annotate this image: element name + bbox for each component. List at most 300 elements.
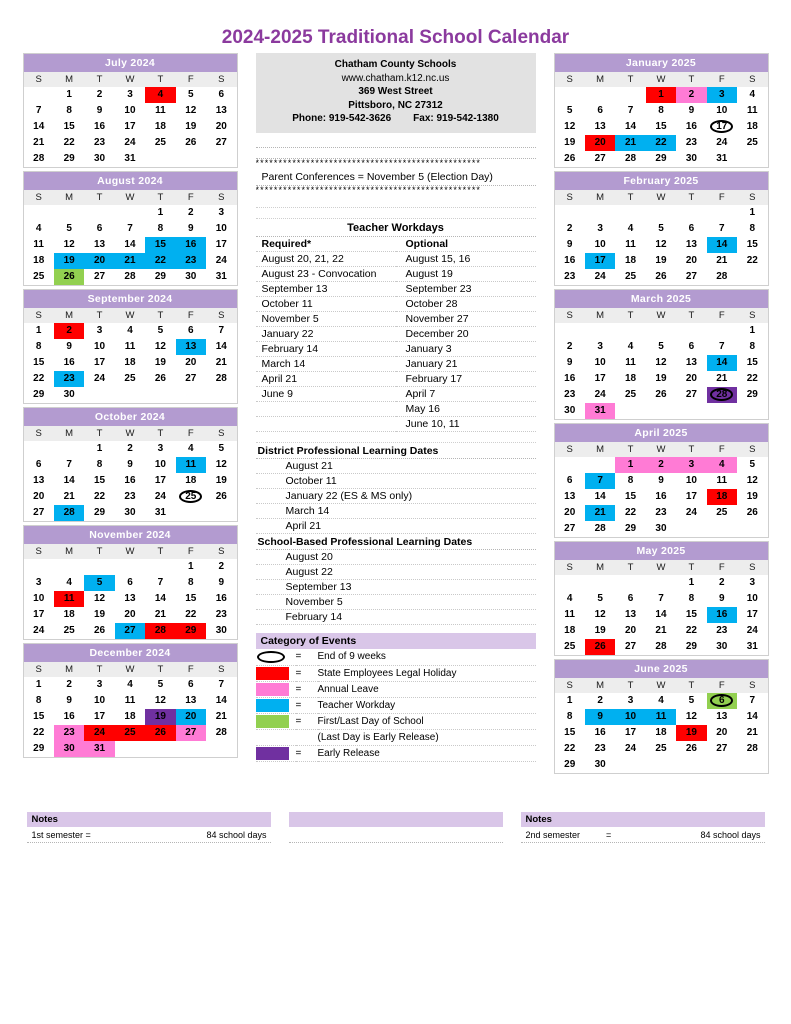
day-cell[interactable]: 4: [749, 89, 756, 100]
day-cell[interactable]: 25: [63, 625, 75, 636]
day-cell[interactable]: 25: [746, 137, 758, 148]
day-cell[interactable]: 8: [35, 341, 42, 352]
day-cell[interactable]: 24: [154, 491, 166, 502]
day-cell[interactable]: 16: [124, 475, 136, 486]
day-cell[interactable]: 5: [749, 459, 756, 470]
day-cell[interactable]: 9: [719, 593, 725, 604]
day-cell[interactable]: 4: [627, 223, 634, 234]
day-cell[interactable]: 21: [154, 609, 166, 620]
day-cell[interactable]: 4: [127, 679, 133, 690]
day-cell[interactable]: 26: [655, 271, 667, 282]
day-cell[interactable]: 14: [63, 475, 75, 486]
day-cell[interactable]: 30: [564, 405, 576, 416]
day-cell[interactable]: 25: [124, 373, 136, 384]
day-cell[interactable]: 11: [33, 239, 44, 250]
day-cell[interactable]: 17: [124, 121, 136, 132]
day-cell[interactable]: [707, 119, 737, 135]
day-cell[interactable]: 27: [716, 743, 728, 754]
day-cell[interactable]: 22: [564, 743, 576, 754]
day-cell[interactable]: 20: [33, 491, 45, 502]
day-cell[interactable]: 28: [215, 727, 227, 738]
day-cell[interactable]: 26: [154, 373, 166, 384]
day-cell[interactable]: 7: [66, 459, 72, 470]
day-cell[interactable]: 1: [66, 89, 72, 100]
day-cell[interactable]: 20: [215, 121, 227, 132]
day-cell[interactable]: 28: [594, 523, 606, 534]
day-cell[interactable]: 10: [33, 593, 45, 604]
day-cell[interactable]: 22: [33, 373, 45, 384]
day-cell[interactable]: 9: [127, 459, 133, 470]
day-cell[interactable]: 23: [215, 609, 227, 620]
day-cell[interactable]: 15: [624, 491, 637, 502]
day-cell[interactable]: 4: [127, 325, 133, 336]
day-cell[interactable]: 7: [585, 473, 615, 489]
day-cell[interactable]: 14: [746, 711, 758, 722]
day-cell[interactable]: 10: [154, 459, 166, 470]
day-cell[interactable]: 20: [585, 135, 615, 151]
day-cell[interactable]: 13: [594, 121, 606, 132]
day-cell[interactable]: 3: [676, 457, 706, 473]
day-cell[interactable]: 23: [176, 253, 206, 269]
day-cell[interactable]: 10: [124, 105, 136, 116]
day-cell[interactable]: 27: [215, 137, 227, 148]
day-cell[interactable]: 21: [33, 137, 45, 148]
day-cell[interactable]: 10: [93, 341, 106, 352]
day-cell[interactable]: 23: [54, 725, 84, 741]
day-cell[interactable]: 21: [746, 727, 758, 738]
day-cell[interactable]: 4: [145, 87, 175, 103]
day-cell[interactable]: 20: [185, 357, 197, 368]
day-cell[interactable]: 20: [564, 507, 576, 518]
day-cell[interactable]: 18: [154, 121, 166, 132]
day-cell[interactable]: 12: [594, 609, 606, 620]
day-cell[interactable]: 28: [124, 271, 136, 282]
day-cell[interactable]: 25: [115, 725, 145, 741]
day-cell[interactable]: 28: [33, 153, 45, 164]
day-cell[interactable]: 8: [688, 593, 695, 604]
day-cell[interactable]: 25: [716, 507, 728, 518]
day-cell[interactable]: 7: [157, 577, 164, 588]
day-cell[interactable]: 11: [54, 591, 84, 607]
day-cell[interactable]: 13: [624, 609, 637, 620]
day-cell[interactable]: 17: [624, 727, 637, 738]
day-cell[interactable]: 17: [594, 373, 606, 384]
day-cell[interactable]: 9: [66, 341, 72, 352]
day-cell[interactable]: 24: [93, 373, 106, 384]
day-cell[interactable]: 29: [564, 759, 576, 770]
day-cell[interactable]: 16: [594, 727, 606, 738]
day-cell[interactable]: 6: [188, 679, 194, 690]
day-cell[interactable]: 18: [63, 609, 75, 620]
day-cell[interactable]: 21: [585, 505, 615, 521]
day-cell[interactable]: 1: [615, 457, 645, 473]
day-cell[interactable]: 11: [124, 695, 136, 706]
day-cell[interactable]: 25: [33, 271, 45, 282]
day-cell[interactable]: 6: [127, 577, 133, 588]
day-cell[interactable]: 4: [188, 443, 194, 454]
day-cell[interactable]: 23: [594, 743, 606, 754]
day-cell[interactable]: 9: [566, 357, 573, 368]
day-cell[interactable]: 7: [127, 223, 133, 234]
day-cell[interactable]: 18: [124, 357, 136, 368]
day-cell[interactable]: 5: [66, 223, 72, 234]
day-cell[interactable]: 6: [96, 223, 103, 234]
day-cell[interactable]: 28: [145, 623, 175, 639]
day-cell[interactable]: 7: [749, 695, 756, 706]
day-cell[interactable]: 9: [66, 695, 72, 706]
day-cell[interactable]: 2: [188, 207, 194, 218]
day-cell[interactable]: 1: [35, 325, 42, 336]
day-cell[interactable]: 11: [155, 105, 166, 116]
day-cell[interactable]: 10: [615, 709, 645, 725]
day-cell[interactable]: 17: [93, 357, 106, 368]
day-cell[interactable]: 16: [63, 711, 75, 722]
day-cell[interactable]: 20: [176, 709, 206, 725]
day-cell[interactable]: 14: [154, 593, 166, 604]
day-cell[interactable]: 16: [685, 121, 697, 132]
day-cell[interactable]: 13: [685, 357, 697, 368]
day-cell[interactable]: 27: [93, 271, 106, 282]
day-cell[interactable]: 23: [564, 271, 576, 282]
day-cell[interactable]: 21: [63, 491, 75, 502]
day-cell[interactable]: 24: [124, 137, 136, 148]
day-cell[interactable]: 14: [215, 695, 227, 706]
day-cell[interactable]: 6: [688, 223, 695, 234]
day-cell[interactable]: 9: [218, 577, 225, 588]
day-cell[interactable]: 20: [685, 255, 697, 266]
day-cell[interactable]: 8: [96, 459, 103, 470]
day-cell[interactable]: 2: [646, 457, 676, 473]
day-cell[interactable]: 17: [154, 475, 166, 486]
day-cell[interactable]: 24: [685, 507, 697, 518]
day-cell[interactable]: 22: [746, 255, 758, 266]
day-cell[interactable]: 11: [625, 239, 636, 250]
day-cell[interactable]: 4: [627, 341, 634, 352]
day-cell[interactable]: 5: [658, 223, 664, 234]
day-cell[interactable]: 15: [655, 121, 667, 132]
day-cell[interactable]: 3: [627, 695, 634, 706]
day-cell[interactable]: 13: [685, 239, 697, 250]
day-cell[interactable]: 14: [707, 355, 737, 371]
day-cell[interactable]: 2: [127, 443, 133, 454]
day-cell[interactable]: 18: [624, 255, 637, 266]
day-cell[interactable]: 3: [35, 577, 42, 588]
day-cell[interactable]: 20: [124, 609, 136, 620]
day-cell[interactable]: 27: [33, 507, 45, 518]
day-cell[interactable]: 27: [176, 725, 206, 741]
day-cell[interactable]: [707, 387, 737, 403]
day-cell[interactable]: 9: [566, 239, 573, 250]
day-cell[interactable]: 12: [93, 593, 106, 604]
day-cell[interactable]: 2: [566, 341, 573, 352]
day-cell[interactable]: 3: [127, 89, 133, 100]
day-cell[interactable]: 13: [564, 491, 576, 502]
day-cell[interactable]: [176, 489, 206, 505]
day-cell[interactable]: 22: [685, 625, 697, 636]
day-cell[interactable]: 19: [185, 121, 197, 132]
day-cell[interactable]: 26: [655, 389, 667, 400]
day-cell[interactable]: 14: [707, 237, 737, 253]
day-cell[interactable]: 13: [185, 695, 197, 706]
day-cell[interactable]: 15: [33, 357, 45, 368]
day-cell[interactable]: 21: [615, 135, 645, 151]
day-cell[interactable]: 8: [658, 105, 664, 116]
day-cell[interactable]: 17: [33, 609, 45, 620]
day-cell[interactable]: 1: [646, 87, 676, 103]
day-cell[interactable]: 11: [716, 475, 728, 486]
day-cell[interactable]: 1: [749, 207, 756, 218]
day-cell[interactable]: 10: [746, 593, 758, 604]
day-cell[interactable]: 2: [597, 695, 603, 706]
day-cell[interactable]: 2: [66, 679, 72, 690]
day-cell[interactable]: 15: [93, 475, 106, 486]
day-cell[interactable]: 21: [215, 357, 227, 368]
day-cell[interactable]: 4: [35, 223, 42, 234]
day-cell[interactable]: 19: [215, 475, 227, 486]
day-cell[interactable]: 27: [115, 623, 145, 639]
day-cell[interactable]: 13: [124, 593, 136, 604]
day-cell[interactable]: 1: [188, 561, 194, 572]
day-cell[interactable]: 2: [676, 87, 706, 103]
day-cell[interactable]: 25: [624, 271, 637, 282]
day-cell[interactable]: 27: [685, 389, 697, 400]
day-cell[interactable]: 11: [646, 709, 676, 725]
day-cell[interactable]: 1: [566, 695, 573, 706]
day-cell[interactable]: 16: [215, 593, 227, 604]
day-cell[interactable]: 7: [719, 341, 725, 352]
day-cell[interactable]: 10: [594, 239, 606, 250]
day-cell[interactable]: 29: [33, 743, 45, 754]
day-cell[interactable]: 8: [188, 577, 194, 588]
day-cell[interactable]: 31: [716, 153, 728, 164]
day-cell[interactable]: 18: [564, 625, 576, 636]
day-cell[interactable]: 27: [594, 153, 606, 164]
day-cell[interactable]: 21: [716, 373, 728, 384]
day-cell[interactable]: 26: [93, 625, 106, 636]
day-cell[interactable]: 17: [215, 239, 227, 250]
day-cell[interactable]: 7: [658, 593, 664, 604]
day-cell[interactable]: 31: [585, 403, 615, 419]
day-cell[interactable]: 15: [746, 357, 758, 368]
day-cell[interactable]: 5: [157, 679, 164, 690]
day-cell[interactable]: 5: [157, 325, 164, 336]
day-cell[interactable]: 10: [215, 223, 227, 234]
day-cell[interactable]: 24: [746, 625, 758, 636]
day-cell[interactable]: 31: [84, 741, 114, 757]
day-cell[interactable]: 25: [564, 641, 576, 652]
day-cell[interactable]: 23: [124, 491, 136, 502]
day-cell[interactable]: 2: [719, 577, 725, 588]
day-cell[interactable]: 17: [685, 491, 697, 502]
day-cell[interactable]: 15: [63, 121, 75, 132]
day-cell[interactable]: 31: [154, 507, 166, 518]
day-cell[interactable]: 14: [215, 341, 227, 352]
day-cell[interactable]: 5: [566, 105, 573, 116]
day-cell[interactable]: 19: [676, 725, 706, 741]
day-cell[interactable]: 11: [746, 105, 758, 116]
day-cell[interactable]: 12: [685, 711, 697, 722]
day-cell[interactable]: 11: [564, 609, 575, 620]
day-cell[interactable]: 21: [115, 253, 145, 269]
day-cell[interactable]: 27: [564, 523, 576, 534]
day-cell[interactable]: 24: [594, 389, 606, 400]
day-cell[interactable]: 31: [215, 271, 227, 282]
day-cell[interactable]: 18: [185, 475, 197, 486]
day-cell[interactable]: 9: [688, 105, 695, 116]
day-cell[interactable]: 17: [585, 253, 615, 269]
day-cell[interactable]: 1: [96, 443, 103, 454]
day-cell[interactable]: 3: [597, 341, 603, 352]
day-cell[interactable]: 16: [93, 121, 106, 132]
day-cell[interactable]: 23: [564, 389, 576, 400]
day-cell[interactable]: 22: [746, 373, 758, 384]
day-cell[interactable]: 14: [655, 609, 667, 620]
day-cell[interactable]: 24: [594, 271, 606, 282]
day-cell[interactable]: 4: [707, 457, 737, 473]
day-cell[interactable]: 10: [685, 475, 697, 486]
day-cell[interactable]: 14: [624, 121, 637, 132]
day-cell[interactable]: 7: [719, 223, 725, 234]
day-cell[interactable]: 14: [124, 239, 136, 250]
day-cell[interactable]: 21: [215, 711, 227, 722]
day-cell[interactable]: 10: [93, 695, 106, 706]
day-cell[interactable]: 8: [749, 341, 756, 352]
day-cell[interactable]: 26: [145, 725, 175, 741]
day-cell[interactable]: 23: [93, 137, 106, 148]
day-cell[interactable]: 11: [124, 341, 136, 352]
day-cell[interactable]: 30: [655, 523, 667, 534]
day-cell[interactable]: 24: [84, 725, 114, 741]
day-cell[interactable]: 30: [215, 625, 227, 636]
day-cell[interactable]: 1: [35, 679, 42, 690]
day-cell[interactable]: 8: [749, 223, 756, 234]
day-cell[interactable]: 31: [124, 153, 136, 164]
day-cell[interactable]: 29: [624, 523, 637, 534]
day-cell[interactable]: 1: [157, 207, 164, 218]
day-cell[interactable]: 26: [585, 639, 615, 655]
day-cell[interactable]: 5: [658, 341, 664, 352]
day-cell[interactable]: 27: [685, 271, 697, 282]
day-cell[interactable]: 5: [218, 443, 225, 454]
day-cell[interactable]: 19: [93, 609, 106, 620]
day-cell[interactable]: 22: [624, 507, 637, 518]
day-cell[interactable]: 29: [685, 641, 697, 652]
day-cell[interactable]: 3: [218, 207, 225, 218]
day-cell[interactable]: 6: [188, 325, 194, 336]
day-cell[interactable]: 12: [185, 105, 197, 116]
day-cell[interactable]: 30: [594, 759, 606, 770]
day-cell[interactable]: 16: [564, 373, 576, 384]
day-cell[interactable]: 2: [96, 89, 103, 100]
day-cell[interactable]: 28: [54, 505, 84, 521]
day-cell[interactable]: 22: [185, 609, 197, 620]
day-cell[interactable]: 30: [124, 507, 136, 518]
day-cell[interactable]: 9: [188, 223, 194, 234]
day-cell[interactable]: 26: [185, 137, 197, 148]
day-cell[interactable]: 29: [63, 153, 75, 164]
day-cell[interactable]: 10: [594, 357, 606, 368]
day-cell[interactable]: 27: [185, 373, 197, 384]
day-cell[interactable]: 3: [707, 87, 737, 103]
day-cell[interactable]: 2: [218, 561, 225, 572]
day-cell[interactable]: 28: [716, 271, 728, 282]
day-cell[interactable]: 24: [716, 137, 728, 148]
day-cell[interactable]: 18: [655, 727, 667, 738]
day-cell[interactable]: 18: [33, 255, 45, 266]
day-cell[interactable]: 22: [33, 727, 45, 738]
day-cell[interactable]: 1: [688, 577, 695, 588]
day-cell[interactable]: 20: [685, 373, 697, 384]
day-cell[interactable]: 13: [716, 711, 728, 722]
day-cell[interactable]: 11: [176, 457, 206, 473]
day-cell[interactable]: 23: [655, 507, 667, 518]
day-cell[interactable]: 26: [685, 743, 697, 754]
day-cell[interactable]: 24: [624, 743, 637, 754]
day-cell[interactable]: 16: [176, 237, 206, 253]
day-cell[interactable]: 12: [63, 239, 75, 250]
day-cell[interactable]: 4: [566, 593, 573, 604]
day-cell[interactable]: 3: [157, 443, 164, 454]
day-cell[interactable]: 26: [54, 269, 84, 285]
day-cell[interactable]: 8: [566, 711, 573, 722]
day-cell[interactable]: 19: [145, 709, 175, 725]
day-cell[interactable]: 29: [93, 507, 106, 518]
day-cell[interactable]: 22: [63, 137, 75, 148]
day-cell[interactable]: 25: [655, 743, 667, 754]
day-cell[interactable]: 19: [594, 625, 606, 636]
day-cell[interactable]: 9: [96, 105, 103, 116]
day-cell[interactable]: 20: [84, 253, 114, 269]
day-cell[interactable]: 10: [716, 105, 728, 116]
day-cell[interactable]: 13: [176, 339, 206, 355]
day-cell[interactable]: 6: [597, 105, 603, 116]
day-cell[interactable]: 7: [218, 325, 225, 336]
day-cell[interactable]: 23: [54, 371, 84, 387]
day-cell[interactable]: 30: [716, 641, 728, 652]
day-cell[interactable]: 28: [215, 373, 227, 384]
day-cell[interactable]: 6: [688, 341, 695, 352]
day-cell[interactable]: 4: [658, 695, 664, 706]
day-cell[interactable]: 28: [624, 153, 637, 164]
day-cell[interactable]: 19: [154, 357, 166, 368]
day-cell[interactable]: 20: [624, 625, 637, 636]
day-cell[interactable]: 9: [585, 709, 615, 725]
day-cell[interactable]: 28: [655, 641, 667, 652]
day-cell[interactable]: 12: [655, 357, 667, 368]
day-cell[interactable]: 15: [564, 727, 576, 738]
day-cell[interactable]: 3: [96, 325, 103, 336]
day-cell[interactable]: 15: [145, 237, 175, 253]
day-cell[interactable]: 19: [54, 253, 84, 269]
day-cell[interactable]: 24: [33, 625, 45, 636]
day-cell[interactable]: 15: [33, 711, 45, 722]
day-cell[interactable]: 11: [625, 357, 636, 368]
day-cell[interactable]: 8: [157, 223, 164, 234]
day-cell[interactable]: 25: [624, 389, 637, 400]
day-cell[interactable]: 6: [218, 89, 225, 100]
day-cell[interactable]: 12: [154, 695, 166, 706]
day-cell[interactable]: 3: [749, 577, 756, 588]
day-cell[interactable]: 29: [746, 389, 758, 400]
day-cell[interactable]: 6: [35, 459, 42, 470]
day-cell[interactable]: 26: [564, 153, 576, 164]
day-cell[interactable]: 29: [154, 271, 166, 282]
day-cell[interactable]: 21: [655, 625, 667, 636]
day-cell[interactable]: 19: [746, 491, 758, 502]
day-cell[interactable]: 16: [707, 607, 737, 623]
day-cell[interactable]: 5: [188, 89, 194, 100]
day-cell[interactable]: 23: [716, 625, 728, 636]
